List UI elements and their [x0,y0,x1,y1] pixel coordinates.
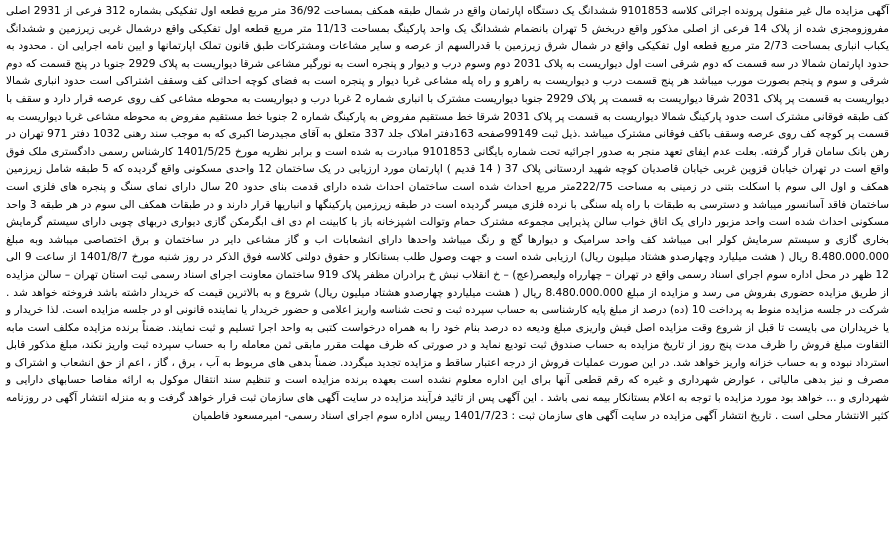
notice-body-text: آگهی مزایده مال غیر منقول پرونده اجرائی کلاسه 9101853 ششدانگ یک دستگاه اپارتمان واقع در شمال طبقه همکف بمساحت 36/92 متر مربع قطعه اول تفکیکی بشماره 312 فرعی از 2931 اصلی مفروزومجزی شده از پلاک 14 فرعی از اصلی مذکور واقع دربخش 5 تهران بانضمام ششدانگ یک واحد پارکینگ بمساحت 11/13 متر مربع قطعه اول تفکیکی واقع درشمال غربی زیرزمین و ششدانگ یکباب انباری بمساحت 2/73 متر مربع قطعه اول تفکیکی واقع در شمال شرق زیرزمین با قدرالسهم از عرصه و سایر مشاعات ومشترکات طبق قانون تملک اپارتمانها و ایین نامه اجرایی ان . محدود به حدود اپارتمان شمالا در سه قسمت که دوم شرقی است اول دیواریست به پلاک 2031 دوم وسوم درب و دیوار و پنجره است به نورگیر مشاعی شرقا دیواریست به پلاک 2929 جنوبا در پنج قسمت که دوم شرقی و سوم و پنجم بصورت مورب میباشد هر پنج قسمت درب و دیواریست به راهرو و راه پله مشاعی غربا دیوار و پنجره است به فضای کوچه احداثی کف وسقف اشتراکی است حدود انباری شمالا دیواریست به قسمت پر پلاک 2031 شرقا دیواریست به قسمت پر پلاک 2929 جنوبا دیواریست مشترک با انباری شماره 2 غربا درب و دیواریست به محوطه مشاعی کف روی عرصه قرار دارد و سقف با کف طبقه فوقانی مشترک است حدود پارکینگ شمالا دیواریست به قسمت پر پلاک 2031 شرقا خط مستقیم مفروض به پارکینگ شماره 2 جنوبا خط مستقیم مفروض به محوطه مشاعی غربا دیواریست به قسمت پر کوچه کف روی عرصه وسقف باکف فوقانی مشترک میباشد .ذیل ثبت 99149صفحه 163دفتر املاک جلد 337 متعلق به آقای مجیدرضا اکبری که به موجب سند رهنی 1032 دفتر 971 تهران در رهن بانک سامان قرار گرفته. بعلت عدم ایفای تعهد منجر به صدور اجرائیه تحت شماره بایگانی 9101853 مبادرت به شده است و برابر نظریه مورخ 1401/5/25 کارشناس رسمی دادگستری ملک فوق واقع است در تهران خیابان قزوین غربی خیابان قاصدیان کوچه شهید اردستانی پلاک 37 ( 14 قدیم ) اپارتمان مورد ارزیابی در یک ساختمان 12 واحدی مسکونی واقع گردیده که 5 طبقه شامل زیرزمین همکف و اول الی سوم با اسکلت بتنی در زمینی به مساحت 222/75متر مربع احداث شده است ساختمان احداث شده دارای قدمت بنای حدود 20 سال دارای نمای سنگ و پنجره های فلزی است ساختمان فاقد آسانسور میباشد و دسترسی به طبقات با راه پله سنگی با نرده فلزی میسر گردیده است در طبقه زیرزمین پارکینگها و انباریها قرار دارند و در طبقات همکف الی سوم در هر طبقه 3 واحد مسکونی احداث شده است واحد مزبور دارای یک اتاق خواب سالن پذیرایی مجموعه مشترک حمام وتوالت اشپزخانه باز با کابینت ام دی اف ابگرمکن گازی دیواری دربهای چوبی دارای سیستم گرمایش بخاری گازی و سیستم سرمایش کولر ابی میباشد کف واحد سرامیک و دیوارها گچ و رنگ میباشد واحدها دارای انشعابات اب و گاز مشاعی دایر در ساختمان و برق اختصاصی میباشد وبه مبلغ 8.480.000.000 ریال ( هشت میلیارد وچهارصدو هشتاد میلیون ریال) ارزیابی شده است و جهت وصول طلب بستانکار و حقوق دولتی کلاسه فوق الذکر در روز شنبه مورخ 1401/8/7 از ساعت 9 الی 12 ظهر در محل اداره سوم اجرای اسناد رسمی واقع در تهران – چهارراه ولیعصر(عج) – خ انقلاب نبش خ برادران مظفر پلاک 919 ساختمان معاونت اجرای اسناد رسمی ثبت استان تهران – سالن مزایده از طریق مزایده حضوری بفروش می رسد و مزایده از مبلغ 8.480.000.000 ریال ( هشت میلیاردو چهارصدو هشتاد میلیون ریال) شروع و به بالاترین قیمت که خریدار داشته باشد فروخته خواهد شد . شرکت در جلسه مزایده منوط به پرداخت 10 (ده) درصد از مبلغ پایه کارشناسی به حساب سپرده ثبت و تحت شناسه واریز اعلامی و حضور خریدار یا نماینده قانونی او در جلسه مزایده است. لذا خریدار و یا خریداران می بایست تا قبل از شروع وقت مزایده اصل فیش واریزی مبلغ ودیعه ده درصد بنام خود را به همراه درخواست کتبی به واحد اجرا تسلیم و ثبت نمایند. ضمناً برنده مزایده مکلف است مابه التفاوت مبلغ فروش را ظرف مدت پنج روز از تاریخ مزایده به حساب صندوق ثبت تودیع نماید و در صورتی که ظرف مهلت مقرر مابقی ثمن معامله را به حساب سپرده ثبت واریز نکند، مبلغ مذکور قابل استرداد نبوده و به حساب خزانه واریز خواهد شد. در این صورت عملیات فروش از درجه اعتبار ساقط و مزایده تجدید میگردد. ضمناً بدهی های مربوط به آب ، برق ، گاز ، اعم از حق انشعاب و اشتراک و مصرف و نیز بدهی مالیاتی ، عوارض شهرداری و غیره که رقم قطعی آنها برای این اداره معلوم نشده است بعهده برنده مزایده است و تنظیم سند انتقال موکول به ارائه مفاصا حسابهای دارایی و شهرداری و ... خواهد بود مورد مزایده با توجه به اعلام بستانکار بیمه نمی باشد . این آگهی پس از تائید فرآیند مزایده در سایت آگهی های سازمان ثبت قرار خواهد گرفت و به منزله انتشار آگهی در روزنامه کثیر الانتشار محلی است . تاریخ انتشار آگهی مزایده در سایت آگهی های سازمان ثبت : 1401/7/23 رییس اداره سوم اجرای اسناد رسمی- امیرمسعود فاطمیان [6,5,890,422]
